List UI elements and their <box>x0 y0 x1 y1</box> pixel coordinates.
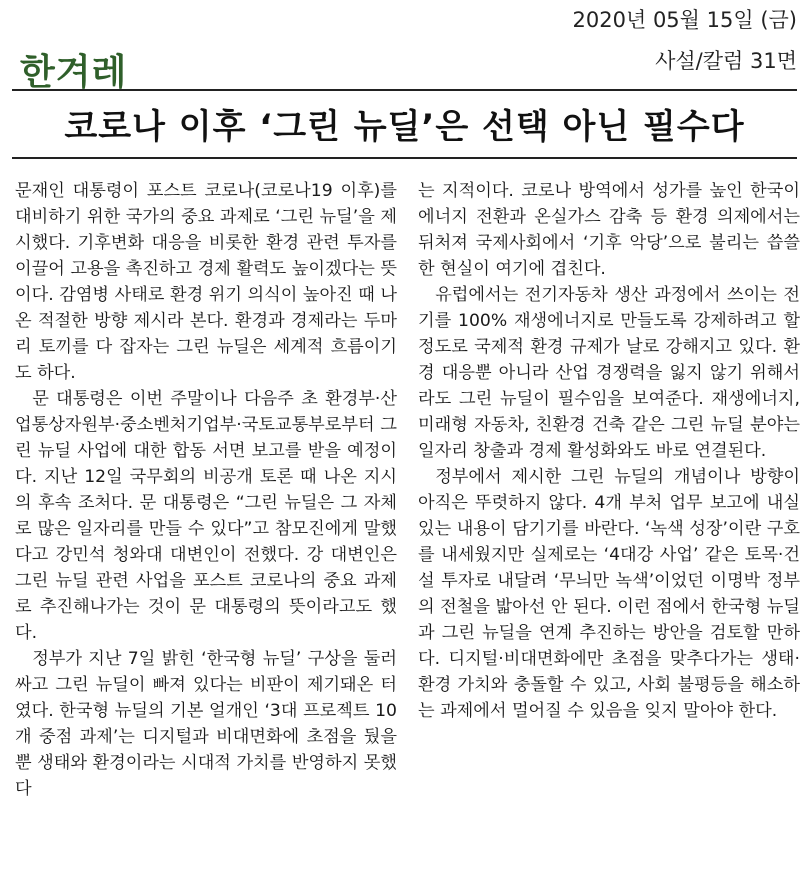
publication-date: 2020년 05월 15일 (금) <box>572 8 797 32</box>
paragraph: 정부에서 제시한 그린 뉴딜의 개념이나 방향이 아직은 뚜렷하지 않다. 4개 부처 업무 보고에 내실 있는 내용이 담기기를 바란다. ‘녹색 성장’이란 구호를 내세웠지만 실제로는 ‘4대강 사업’ 같은 토목·건설 투자로 내달려 ‘무늬만 녹색’이었던 이명박 정부의 전철을 밟아선 안 된다. 이런 점에서 한국형 뉴딜과 그린 뉴딜을 연계 추진하는 방안을 검토할 만하다. 디지털·비대면화에만 초점을 맞추다가는 생태·환경 가치와 충돌할 수 있고, 사회 불평등을 해소하는 과제에서 멀어질 수 있음을 잊지 말아야 한다. <box>418 467 800 721</box>
paragraph: 는 지적이다. 코로나 방역에서 성가를 높인 한국이 에너지 전환과 온실가스 감축 등 환경 의제에서는 뒤처져 국제사회에서 ‘기후 악당’으로 불리는 씁쓸한 현실이 여기에 겹친다. <box>418 181 800 279</box>
headline-top-rule <box>12 89 797 91</box>
newspaper-logo: 한겨레 <box>20 52 128 93</box>
headline-bottom-rule <box>12 157 797 159</box>
paragraph: 문 대통령은 이번 주말이나 다음주 초 환경부·산업통상자원부·중소벤처기업부·국토교통부로부터 그린 뉴딜 사업에 대한 합동 서면 보고를 받을 예정이다. 지난 12일 국무회의 비공개 토론 때 나온 지시의 후속 조처다. 문 대통령은 “그린 뉴딜은 그 자체로 많은 일자리를 만들 수 있다”고 참모진에게 말했다고 강민석 청와대 대변인이 전했다. 강 대변인은 그린 뉴딜 관련 사업을 포스트 코로나의 중요 과제로 추진해나가는 것이 문 대통령의 뜻이라고도 했다. <box>15 389 397 643</box>
paragraph: 정부가 지난 7일 밝힌 ‘한국형 뉴딜’ 구상을 둘러싸고 그린 뉴딜이 빠져 있다는 비판이 제기돼온 터였다. 한국형 뉴딜의 기본 얼개인 ‘3대 프로젝트 10개 중점 과제’는 디지털과 비대면화에 초점을 뒀을 뿐 생태와 환경이라는 시대적 가치를 반영하지 못했다 <box>15 649 397 799</box>
page-title: 코로나 이후 ‘그린 뉴딜’은 선택 아닌 필수다 <box>64 107 745 147</box>
article-column-right <box>418 178 800 724</box>
article-column-left <box>15 178 397 802</box>
paragraph: 문재인 대통령이 포스트 코로나(코로나19 이후)를 대비하기 위한 국가의 중요 과제로 ‘그린 뉴딜’을 제시했다. 기후변화 대응을 비롯한 환경 관련 투자를 이끌어 고용을 촉진하고 경제 활력도 높이겠다는 뜻이다. 감염병 사태로 환경 위기 의식이 높아진 때 나온 적절한 방향 제시라 본다. 환경과 경제라는 두마리 토끼를 다 잡자는 그린 뉴딜은 세계적 흐름이기도 하다. <box>15 181 397 383</box>
paragraph: 유럽에서는 전기자동차 생산 과정에서 쓰이는 전기를 100% 재생에너지로 만들도록 강제하려고 할 정도로 국제적 환경 규제가 날로 강해지고 있다. 환경 대응뿐 아니라 산업 경쟁력을 잃지 않기 위해서라도 그린 뉴딜이 필수임을 보여준다. 재생에너지, 미래형 자동차, 친환경 건축 같은 그린 뉴딜 분야는 일자리 창출과 경제 활성화와도 바로 연결된다. <box>418 285 800 461</box>
section-page-label: 사설/칼럼 31면 <box>655 49 797 73</box>
